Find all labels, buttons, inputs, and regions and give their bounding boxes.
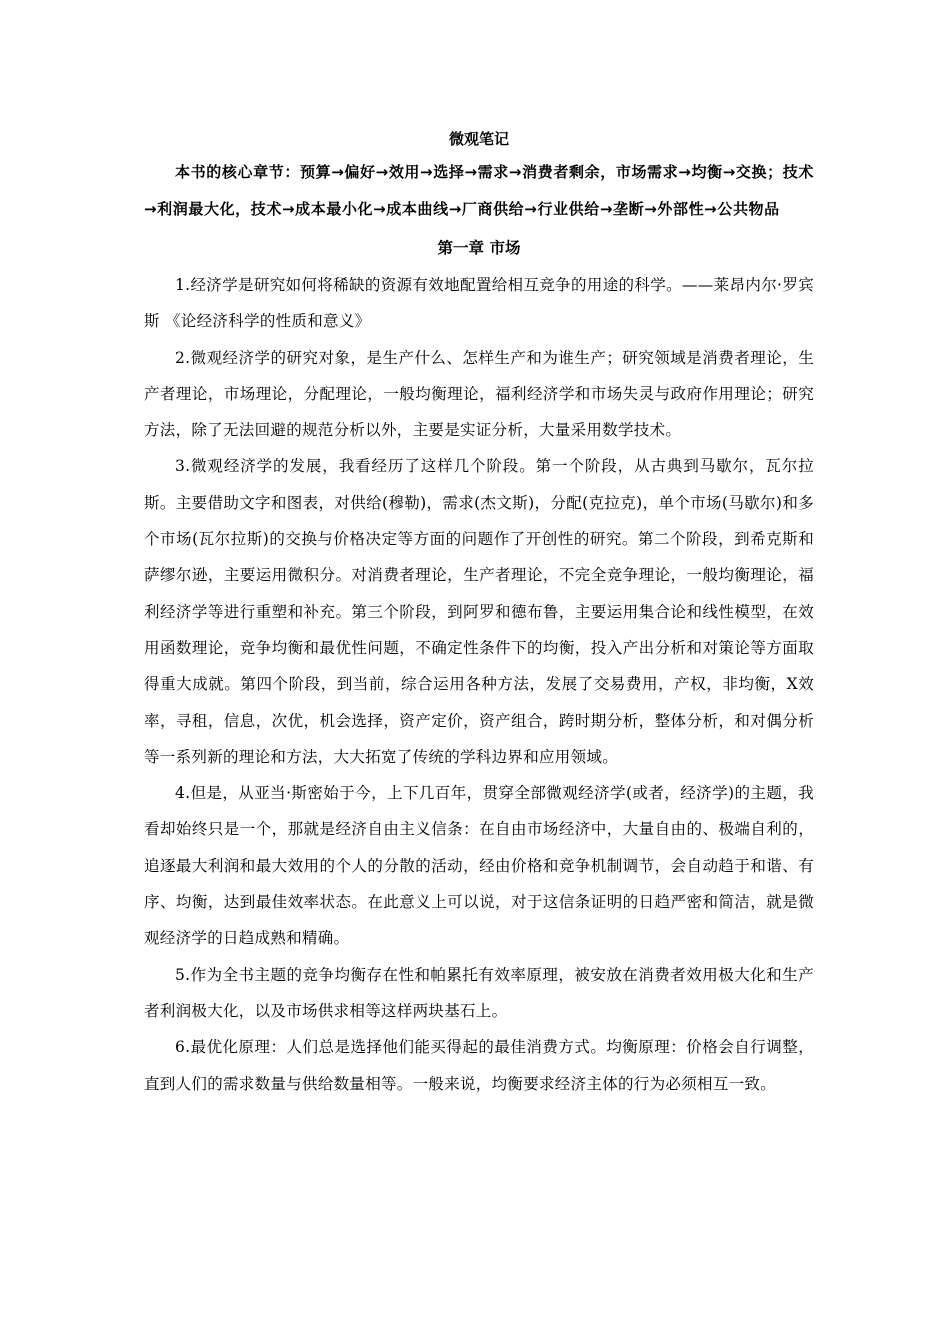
document-title: 微观笔记 (448, 130, 509, 148)
paragraph-1: 1.经济学是研究如何将稀缺的资源有效地配置给相互竞争的用途的科学。——莱昂内尔·罗宾斯 《论经济科学的性质和意义》 (144, 276, 814, 331)
paragraph-6: 6.最优化原理：人们总是选择他们能买得起的最佳消费方式。均衡原理：价格会自行调整，直到人们的需求数量与供给数量相等。一般来说，均衡要求经济主体的行为必须相互一致。 (144, 1038, 814, 1093)
document-body (144, 124, 814, 1102)
paragraph-4: 4.但是，从亚当·斯密始于今，上下几百年，贯穿全部微观经济学(或者，经济学)的主题，我看却始终只是一个，那就是经济自由主义信条：在自由市场经济中，大量自由的、极端自利的，追逐最大利润和最大效用的个人的分散的活动，经由价格和竞争机制调节，会自动趋于和谐、有序、均衡，达到最佳效率状态。在此意义上可以说，对于这信条证明的日趋严密和简洁，就是微观经济学的日趋成熟和精确。 (144, 784, 814, 948)
chapter-heading: 第一章 市场 (437, 239, 521, 257)
core-chapters-text: 本书的核心章节：预算→偏好→效用→选择→需求→消费者剩余，市场需求→均衡→交换；技术→利润最大化，技术→成本最小化→成本曲线→厂商供给→行业供给→垄断→外部性→公共物品 (144, 163, 814, 218)
paragraph-2: 2.微观经济学的研究对象，是生产什么、怎样生产和为谁生产；研究领域是消费者理论，生产者理论，市场理论，分配理论，一般均衡理论，福利经济学和市场失灵与政府作用理论；研究方法，除了无法回避的规范分析以外，主要是实证分析，大量采用数学技术。 (144, 348, 814, 440)
paragraph-3: 3.微观经济学的发展，我看经历了这样几个阶段。第一个阶段，从古典到马歇尔，瓦尔拉斯。主要借助文字和图表，对供给(穆勒)，需求(杰文斯)，分配(克拉克)，单个市场(马歇尔)和多个市场(瓦尔拉斯)的交换与价格决定等方面的问题作了开创性的研究。第二个阶段，到希克斯和萨缪尔逊，主要运用微积分。对消费者理论，生产者理论，不完全竞争理论，一般均衡理论，福利经济学等进行重塑和补充。第三个阶段，到阿罗和德布鲁，主要运用集合论和线性模型，在效用函数理论，竞争均衡和最优性问题，不确定性条件下的均衡，投入产出分析和对策论等方面取得重大成就。第四个阶段，到当前，综合运用各种方法，发展了交易费用，产权，非均衡，X效率，寻租，信息，次优，机会选择，资产定价，资产组合，跨时期分析，整体分析，和对偶分析等一系列新的理论和方法，大大拓宽了传统的学科边界和应用领域。 (144, 457, 814, 766)
paragraph-5: 5.作为全书主题的竞争均衡存在性和帕累托有效率原理，被安放在消费者效用极大化和生产者利润极大化，以及市场供求相等这样两块基石上。 (144, 965, 814, 1020)
